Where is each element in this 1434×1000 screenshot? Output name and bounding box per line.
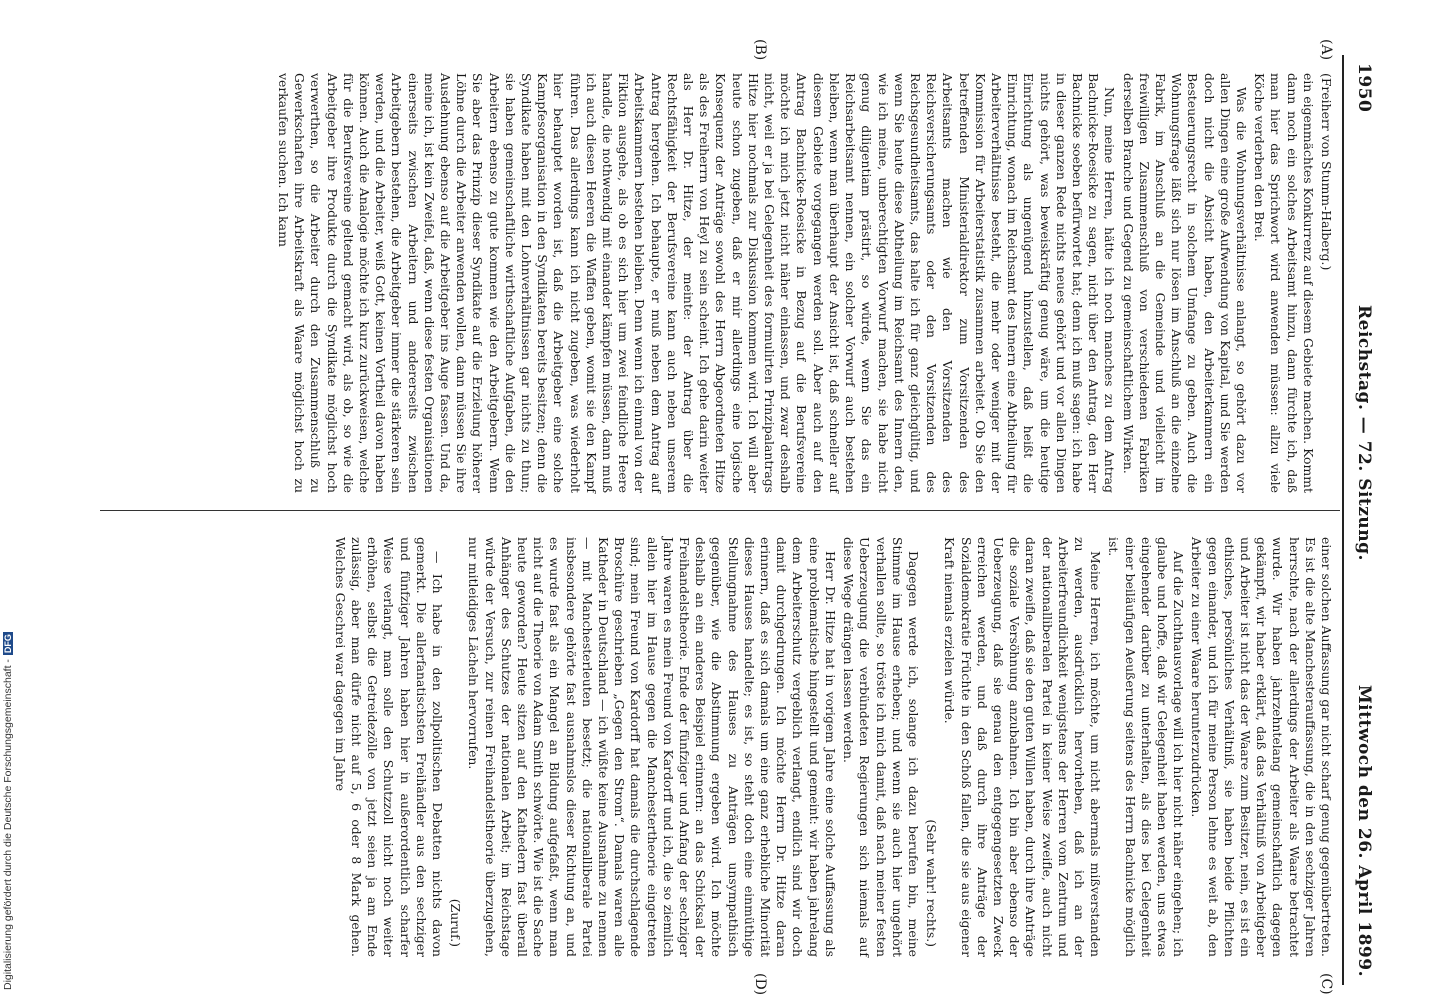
paragraph: ein eigenmächtes Konkurrenz auf diesem Gebiete machen. Kommt dann noch ein solches Arbeitsamt hinzu, dann fürchte ich, daß man hier das Sprichwort wird anwenden müssen: allzu viele Köche verderben den Brei. [1252, 73, 1316, 493]
margin-mark-d: (D) [752, 973, 768, 996]
interjection: (Zuruf.) [448, 898, 464, 947]
paragraph: Meine Herren, ich möchte, um nicht abermals mißverstanden zu werden, ausdrücklich hervorheben, daß ich an der Arbeiterfreundlichkeit wenigstens der Herren vom Zentrum und der nationalliberalen Partei in keiner Weise zweifle, auch nicht daran zweifle, daß sie den guten Willen haben, durch ihre Anträge die soziale Versöhnung anzubahnen. Ich bin aber ebenso der Ueberzeugung, daß sie genau den entgegengesetzten Zweck erreichen werden, und daß durch ihre Anträge der Sozialdemokratie Früchte in den Schoß fallen, die sie aus eigener Kraft niemals erzielen würde. [942, 537, 1104, 957]
column-divider [100, 510, 1340, 511]
paragraph: Auf die Zuchthausvorlage will ich hier nicht näher eingehen; ich glaube und hoffe, daß wir Gelegenheit haben werden, uns etwas eingehender darüber zu unterhalten, als dies bei Gelegenheit einer beiläufigen Aeußerung seitens des Herrn Bachnicke möglich ist. [1106, 537, 1187, 957]
session-date: Mittwoch den 26. April 1899. [1354, 684, 1374, 977]
right-column [330, 537, 1334, 957]
margin-mark-c: (C) [1318, 973, 1334, 995]
left-column [273, 73, 1334, 493]
dfg-logo-icon: DFG [3, 634, 13, 654]
margin-mark-b: (B) [752, 39, 768, 61]
page-header [1342, 55, 1380, 985]
digitization-credit [2, 632, 14, 990]
paragraph: — Ich habe in den zollpolitischen Debatten nichts davon gemerkt. Die allerfanatischsten Freihändler aus den sechziger und fünfziger Jahren haben hier in außerordentlich scharfer Weise verlangt, man solle den Schutzzoll nicht noch weiter erhöhen, selbst die Getreidezölle von jetzt seien ja am Ende zulässig, aber man dürfe nicht auf 5, 6 oder 8 Mark gehen. Welches Geschrei war dagegen im Jahre [332, 537, 446, 957]
paragraph: Herr Dr. Hitze hat in vorigem Jahre eine solche Auffassung als eine problematische hingestellt und gemeint: wir haben jahrelang dem Arbeiterschutz vergeblich verlangt, endlich sind wir doch damit durchgedrungen. Ich möchte Herrn Dr. Hitze daran erinnern, daß es sich damals um eine ganz erhebliche Minorität dieses Hauses handelte; es ist, so steht doch eine einmüthige Stellungnahme des Hauses zu Anträgen unsympathisch gegenüber, wie die Abstimmung ergeben wird. Ich möchte deshalb an ein anderes Beispiel erinnern: an das Schicksal der Freihandelstheorie. Ende der fünfziger und Anfang der sechziger Jahre waren es mein Freund von Kardorff und ich, die so ziemlich allein hier im Hause gegen die Manchestertheorie eingetreten sind; mein Freund von Kardorff hat damals die durchschlagende Broschüre geschrieben „Gegen den Strom“. Damals waren alle Katheder in Deutschland — ich wüßte keine Ausnahme zu nennen — mit Manchesterleuten besetzt; die nationalliberale Partei insbesondere gehörte fast ausnahmslos dieser Richtung an, und es wurde fast als ein Mangel an Bildung aufgefaßt, wenn man nicht auf die Theorie von Adam Smith schwörte. Wie ist die Sache heute geworden? Heute sitzen auf den Kathedern fast überall Anhänger des Schutzes der nationalen Arbeit; im Reichstage würde der Versuch, zur reinen Freihandelstheorie überzugehen, nur mitleidiges Lächeln hervorrufen. [466, 537, 838, 957]
digitization-credit-text: Digitalisierung gefördert durch die Deutsche Forschungsgemeinschaft - [2, 659, 14, 990]
paragraph: Nun, meine Herren, hätte ich noch manches zu dem Antrag Bachnicke-Roesicke zu sagen, nicht über den Antrag, den Herr Bachnicke soeben befürwortet hat; denn ich muß sagen: ich habe in dieser ganzen Rede nichts neues gehört und vor allen Dingen nichts gehört, was beweiskräftig genug wäre, um die heutige Einrichtung als ungenügend hinzustellen, daß heißt die Einrichtung, wonach im Reichsamt des Innern eine Abtheilung für Arbeiterverhältnisse besteht, die mehr oder weniger mit der Kommission für Arbeiterstatistik zusammen arbeitet. Ob Sie den betreffenden Ministerialdirektor zum Vorsitzenden des Arbeitsamts machen wie den Vorsitzenden des Reichsversicherungsamts oder den Vorsitzenden des Reichsgesundheitsamts, das halte ich für ganz gleichgültig, und wenn Sie heute diese Abtheilung im Reichsamt des Innern den, wie ich meine, unberechtigten Vorwurf machen, sie habe nicht genug diligentiam prästirt, so würde, wenn Sie das ein Reichsarbeitsamt nennen, ein solcher Vorwurf auch bestehen bleiben, wenn man überhaupt der Ansicht ist, daß schneller auf diesem Gebiete vorgegangen werden soll. Aber auch auf den Antrag Bachnicke-Roesicke in Bezug auf die Berufsvereine möchte ich mich jetzt nicht näher einlassen, und zwar deshalb nicht, weil er ja bei Gelegenheit des formulirten Prinzipalantrags Hitze hier nochmals zur Diskussion kommen wird. Ich will aber heute schon zugeben, daß er mir allerdings eine logische Konsequenz der Anträge sowohl des Herrn Abgeordneten Hitze als des Freiherrn von Heyl zu sein scheint. Ich gehe darin weiter als Herr Dr. Hitze, der meinte: der Antrag über die Rechtsfähigkeit der Berufsvereine kann auch neben unserem Antrag hergehen. Ich behaupte, er muß neben dem Antrag auf Arbeitskammern bestehen bleiben. Denn wenn ich einmal von der Fiktion ausgehe, als ob es sich hier um zwei feindliche Heere handle, die nothwendig mit einander kämpfen müssen, dann muß ich auch diesen Heeren die Waffen geben, womit sie den Kampf führen. Das allerdings kann ich nicht zugeben, was wiederholt hier behauptet worden ist, daß die Arbeitgeber eine solche Kampfesorganisation in den Syndikaten bereits besitzen; denn die Syndikate haben mit den Lohnverhältnissen gar nichts zu thun; sie haben gemeinschaftliche wirthschaftliche Aufgaben, die den Arbeitern ebenso zu gute kommen wie den Arbeitgebern. Wenn Sie aber das Prinzip dieser Syndikate auf die Erzielung höherer Löhne durch die Arbeiter anwenden wollen, dann müssen Sie ihre Ausdehnung ebenso auf die Arbeitgeber ins Auge fassen. Und da, meine ich, ist kein Zweifel, daß, wenn diese festen Organisationen einerseits zwischen Arbeitern und andererseits zwischen Arbeitgebern bestehen, die Arbeitgeber immer die stärkeren sein werden, und die Arbeiter, weiß Gott, keinen Vortheil davon haben können. Auch die Analogie möchte ich kurz zurückweisen, welche für die Berufsvereine geltend gemacht wird, als ob, so wie die Arbeitgeber ihre Produkte durch die Syndikate möglichst hoch verwerthen, so die Arbeiter durch den Zusammenschluß zu Gewerkschaften ihre Arbeitskraft als Waare möglichst hoch zu verkaufen suchen. Ich kann [276, 73, 1118, 493]
speaker-name: (Freiherr von Stumm-Halberg.) [1319, 73, 1334, 271]
paragraph: Dagegen werde ich, solange ich dazu berufen bin, meine Stimme im Hause erheben; und wenn sie auch hier ungehört verhallen sollte, so tröste ich mich damit, daß nach meiner festen Ueberzeugung die verbündeten Regierungen sich niemals auf diese Wege drängen lassen werden. [841, 537, 921, 957]
paragraph: einer solchen Auffassung gar nicht scharf genug gegenübertreten. Es ist die alte Manchesterauffassung, die in den sechziger Jahren herrschte, nach der allerdings der Arbeiter als Waare betrachtet wurde. Wir haben jahrzehntelang gemeinschaftlich dagegen gekämpft, wir haber erklärt, daß das Verhältniß von Arbeitgeber und Arbeiter ist nicht das der Waare zum Besitzer, nein, es ist ein ethisches, persönliches Verhältniß, sie haben beide Pflichten gegen einander, und ich für meine Person lehne es weit ab, den Arbeiter zu einer Waare herunterzudrücken. [1189, 537, 1334, 957]
paragraph: Was die Wohnungsverhältnisse anlangt, so gehört dazu vor allen Dingen eine große Aufwendung von Kapital, und Sie werden doch nicht die Absicht haben, den Arbeiterkammern ein Besteuerungsrecht in solchem Umfange zu geben. Auch die Wohnungsfrage läßt sich nur lösen im Anschluß an die einzelne Fabrik, im Anschluß an die Gemeinde und vielleicht im freiwilligen Zusammenschluß von verschiedenen Fabriken derselben Branche und Gegend zu gemeinschaftlichem Wirken. [1120, 73, 1249, 493]
interjection: (Sehr wahr! rechts.) [924, 819, 940, 947]
session-title: Reichstag. — 72. Sitzung. [1354, 305, 1374, 561]
rotated-document-page [80, 39, 1380, 996]
margin-mark-a: (A) [1318, 39, 1334, 61]
page-number: 1950 [1354, 63, 1374, 113]
